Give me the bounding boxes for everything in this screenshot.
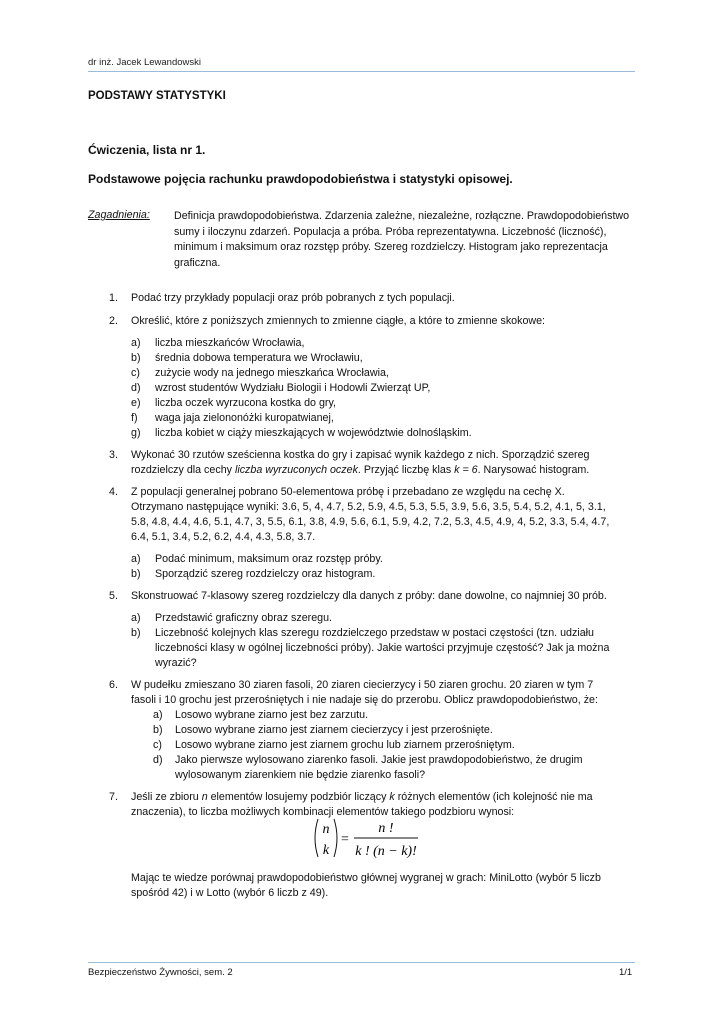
topic-title: Podstawowe pojęcia rachunku prawdopodobieństwa i statystyki opisowej.	[88, 172, 513, 186]
task-7-after-line: spośród 42) i w Lotto (wybór 6 liczb z 49).	[131, 887, 329, 899]
list-item-letter: a)	[153, 709, 163, 721]
task-1-number: 1.	[109, 292, 118, 304]
list-item-letter: b)	[153, 724, 163, 736]
topics-label: Zagadnienia:	[88, 209, 150, 221]
task-3-text: rozdzielczy dla cechy	[131, 464, 235, 476]
header-rule	[88, 71, 635, 72]
list-item: Podać minimum, maksimum oraz rozstęp próby.	[155, 553, 383, 565]
task-7-text: różnych elementów (ich kolejność nie ma	[394, 791, 593, 803]
task-3-text: . Narysować histogram.	[477, 464, 590, 476]
task-4-line: 5.8, 4.8, 4.4, 4.6, 5.1, 4.7, 3, 5.5, 6.1, 3.8, 4.9, 5.6, 6.1, 5.9, 4.2, 7.2, 5.3, 4.5, 4.9, 4, 5.2, 3.3, 5.4, 4.7,	[131, 516, 610, 528]
task-4-line: Otrzymano następujące wyniki: 3.6, 5, 4, 4.7, 5.2, 5.9, 4.5, 5.3, 5.5, 3.9, 5.6, 3.5, 5.4, 5.2, 4.1, 5, 3.1,	[131, 501, 606, 513]
list-item: Jako pierwsze wylosowano ziarenko fasoli. Jakie jest prawdopodobieństwo, że drugim	[175, 754, 583, 766]
exercise-list-title: Ćwiczenia, lista nr 1.	[88, 143, 206, 157]
task-3-number: 3.	[109, 449, 118, 461]
footer-rule	[88, 962, 635, 963]
list-item-letter: d)	[153, 754, 163, 766]
course-title: PODSTAWY STATYSTYKI	[88, 90, 226, 102]
task-4-number: 4.	[109, 486, 118, 498]
formula-numerator: n !	[378, 821, 394, 836]
task-7-text: elementów losujemy podzbiór liczący	[207, 791, 390, 803]
list-item: liczba kobiet w ciąży mieszkających w województwie dolnośląskim.	[155, 427, 472, 439]
formula-n: n	[322, 822, 330, 837]
list-item: wzrost studentów Wydziału Biologii i Hodowli Zwierząt UP,	[155, 382, 431, 394]
task-3-k-value: k = 6	[454, 464, 478, 476]
task-7-line-2: znaczenia), to liczba możliwych kombinacji elementów takiego podzbioru wynosi:	[131, 806, 515, 818]
list-item-cont: wyrazić?	[155, 657, 197, 669]
task-2-number: 2.	[109, 315, 118, 327]
task-3-variable: liczba wyrzuconych oczek	[234, 464, 358, 476]
list-item-letter: d)	[131, 382, 141, 394]
header-author: dr inż. Jacek Lewandowski	[88, 57, 201, 68]
list-item-letter: f)	[131, 412, 138, 424]
task-1-text: Podać trzy przykłady populacji oraz prób pobranych z tych populacji.	[131, 292, 455, 304]
task-2-text: Określić, które z poniższych zmiennych to zmienne ciągłe, a które to zmienne skokowe:	[131, 315, 546, 327]
list-item-letter: c)	[131, 367, 140, 379]
footer-page-number: 1/1	[619, 967, 633, 978]
task-6-line: W pudełku zmieszano 30 ziaren fasoli, 20 ziaren ciecierzycy i 50 ziaren grochu. 20 ziaren w tym 7	[131, 679, 594, 691]
list-item: liczba oczek wyrzucona kostka do gry,	[155, 397, 336, 409]
task-7-k: k	[389, 791, 395, 803]
task-3-text: . Przyjąć liczbę klas	[357, 464, 455, 476]
list-item-letter: b)	[131, 627, 141, 639]
list-item-letter: e)	[131, 397, 141, 409]
task-7-after-line: Mając te wiedze porównaj prawdopodobieństwo głównej wygranej w grach: MiniLotto (wybór 5 liczb	[131, 872, 601, 884]
task-4-line: Z populacji generalnej pobrano 50-elementowa próbę i przebadano ze względu na cechę X.	[131, 486, 565, 498]
task-6-line: fasoli i 10 grochu jest przerośniętych i nie nadaje się do przerobu. Oblicz prawdopodobieństwo, że:	[131, 694, 598, 706]
list-item: Liczebność kolejnych klas szeregu rozdzielczego przedstaw w postaci częstości (tzn. udziału	[155, 627, 594, 639]
list-item: waga jaja zielononóżki kuropatwianej,	[155, 412, 334, 424]
footer-course: Bezpieczeństwo Żywności, sem. 2	[88, 967, 233, 978]
list-item-letter: b)	[131, 568, 141, 580]
task-5-text: Skonstruować 7-klasowy szereg rozdzielczy dla danych z próby: dane dowolne, co najmniej 30 prób.	[131, 590, 607, 602]
task-5-number: 5.	[109, 590, 118, 602]
list-item: zużycie wody na jednego mieszkańca Wrocławia,	[155, 367, 389, 379]
list-item-letter: b)	[131, 352, 141, 364]
list-item-letter: a)	[131, 337, 141, 349]
list-item: Losowo wybrane ziarno jest ziarnem ciecierzycy i jest przerośnięte.	[175, 724, 493, 736]
list-item-cont: wylosowanym ziarenkiem nie będzie ziarenko fasoli?	[175, 769, 426, 781]
list-item: średnia dobowa temperatura we Wrocławiu,	[155, 352, 363, 364]
right-paren	[334, 819, 337, 857]
left-paren	[315, 819, 318, 857]
task-7-number: 7.	[109, 791, 118, 803]
formula-equals: =	[341, 832, 349, 847]
task-6-number: 6.	[109, 679, 118, 691]
list-item-letter: c)	[153, 739, 162, 751]
topics-text: Definicja prawdopodobieństwa. Zdarzenia zależne, niezależne, rozłączne. Prawdopodobieństwo sumy i iloczynu zdarzeń. Populacja a próba. Próba reprezentatywna. Liczebność (liczność), minimum i maksimum oraz rozstęp próby. Szereg rozdzielczy. Histogram jako reprezentacja graficzna.	[174, 210, 630, 269]
task-4-line: 6.4, 5.1, 3.4, 5.2, 6.2, 4.4, 4.3, 5.8, 3.7.	[131, 531, 316, 543]
list-item-letter: a)	[131, 553, 141, 565]
list-item-letter: a)	[131, 612, 141, 624]
task-3-line-2	[131, 464, 589, 476]
list-item: liczba mieszkańców Wrocławia,	[155, 337, 305, 349]
task-7-n: n	[201, 791, 208, 803]
formula-denominator: k ! (n − k)!	[355, 844, 417, 859]
task-7-line-1	[131, 791, 593, 803]
list-item: Przedstawić graficzny obraz szeregu.	[155, 612, 333, 624]
task-3-line-1: Wykonać 30 rzutów sześcienna kostka do gry i zapisać wynik każdego z nich. Sporządzić szereg	[131, 449, 590, 461]
task-7-text: Jeśli ze zbioru	[131, 791, 202, 803]
formula-k: k	[322, 843, 330, 858]
list-item: Sporządzić szereg rozdzielczy oraz histogram.	[155, 568, 376, 580]
list-item: Losowo wybrane ziarno jest ziarnem grochu lub ziarnem przerośniętym.	[175, 739, 515, 751]
list-item-cont: liczebności klasy w ogólnej liczebności próby). Jakie wartości przyjmuje częstość? Jak ja można	[155, 642, 610, 654]
list-item-letter: g)	[131, 427, 141, 439]
binomial-formula	[310, 816, 420, 860]
list-item: Losowo wybrane ziarno jest bez zarzutu.	[175, 709, 369, 721]
